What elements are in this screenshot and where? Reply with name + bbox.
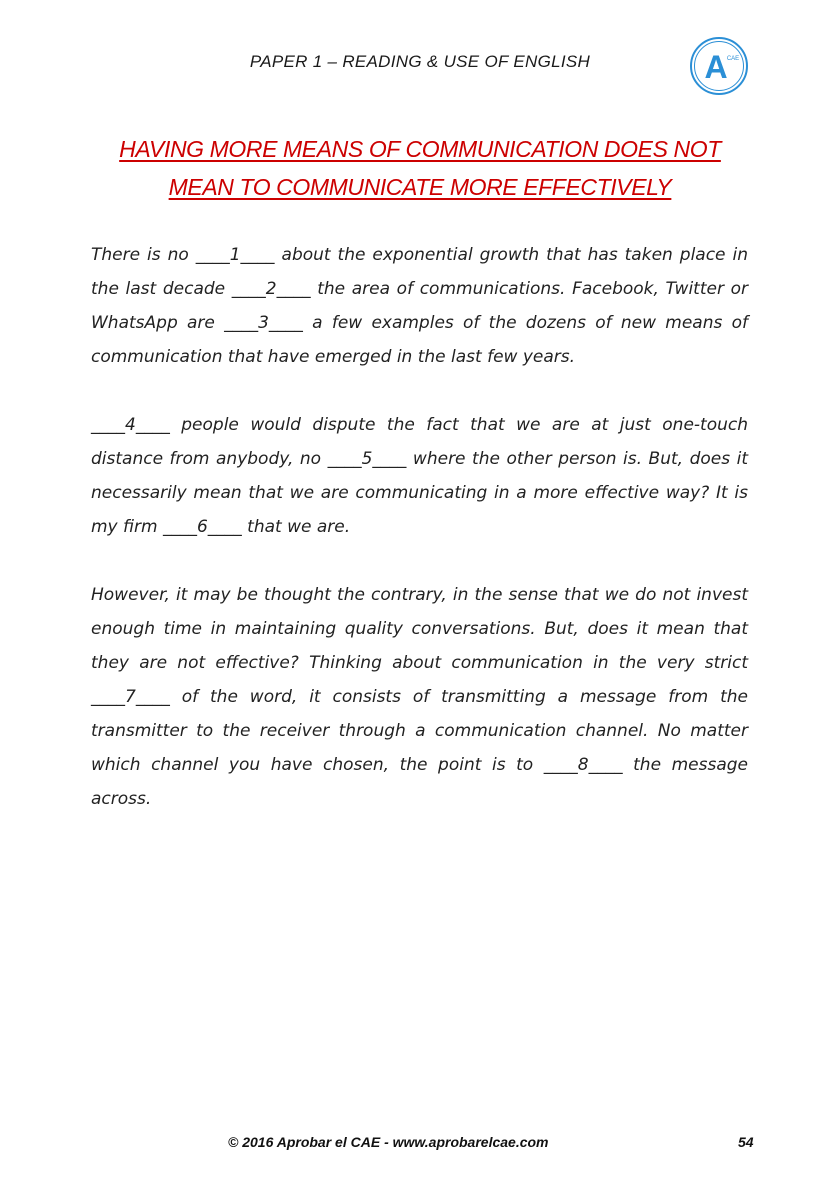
header-text: PAPER 1 – READING & USE OF ENGLISH: [249, 52, 591, 71]
title-line-2: MEAN TO COMMUNICATE MORE EFFECTIVELY: [168, 174, 672, 200]
paragraph-1: There is no ____1____ about the exponential growth that has taken place in the last decade ____2____ the area of communications. Facebook, Twitter or WhatsApp are ____3____ a few examples of the dozens of new means of communication that have emerged in the last few years.: [91, 245, 748, 367]
logo-small-text: CAE: [726, 56, 740, 62]
article-title: [60, 130, 780, 206]
logo-letter: A: [704, 49, 728, 85]
footer-copyright: © 2016 Aprobar el CAE - www.aprobarelcae.com: [228, 1134, 549, 1150]
paragraph-3: However, it may be thought the contrary, in the sense that we do not invest enough time in maintaining quality conversations. But, does it mean that they are not effective? Thinking about communication in the very strict ____7____ of the word, it consists of transmitting a message from the transmitter to the receiver through a communication channel. No matter which channel you have chosen, the point is to ____8____ the message across.: [91, 585, 748, 809]
paragraph-2: ____4____ people would dispute the fact that we are at just one-touch distance from anybody, no ____5____ where the other person is. But, does it necessarily mean that we are communicating in a more effective way? It is my firm ____6____ that we are.: [91, 415, 748, 537]
article-body: [91, 238, 748, 816]
cae-logo-icon: [689, 36, 749, 96]
title-line-1: HAVING MORE MEANS OF COMMUNICATION DOES NOT: [119, 136, 721, 162]
page-number: 54: [738, 1134, 754, 1150]
